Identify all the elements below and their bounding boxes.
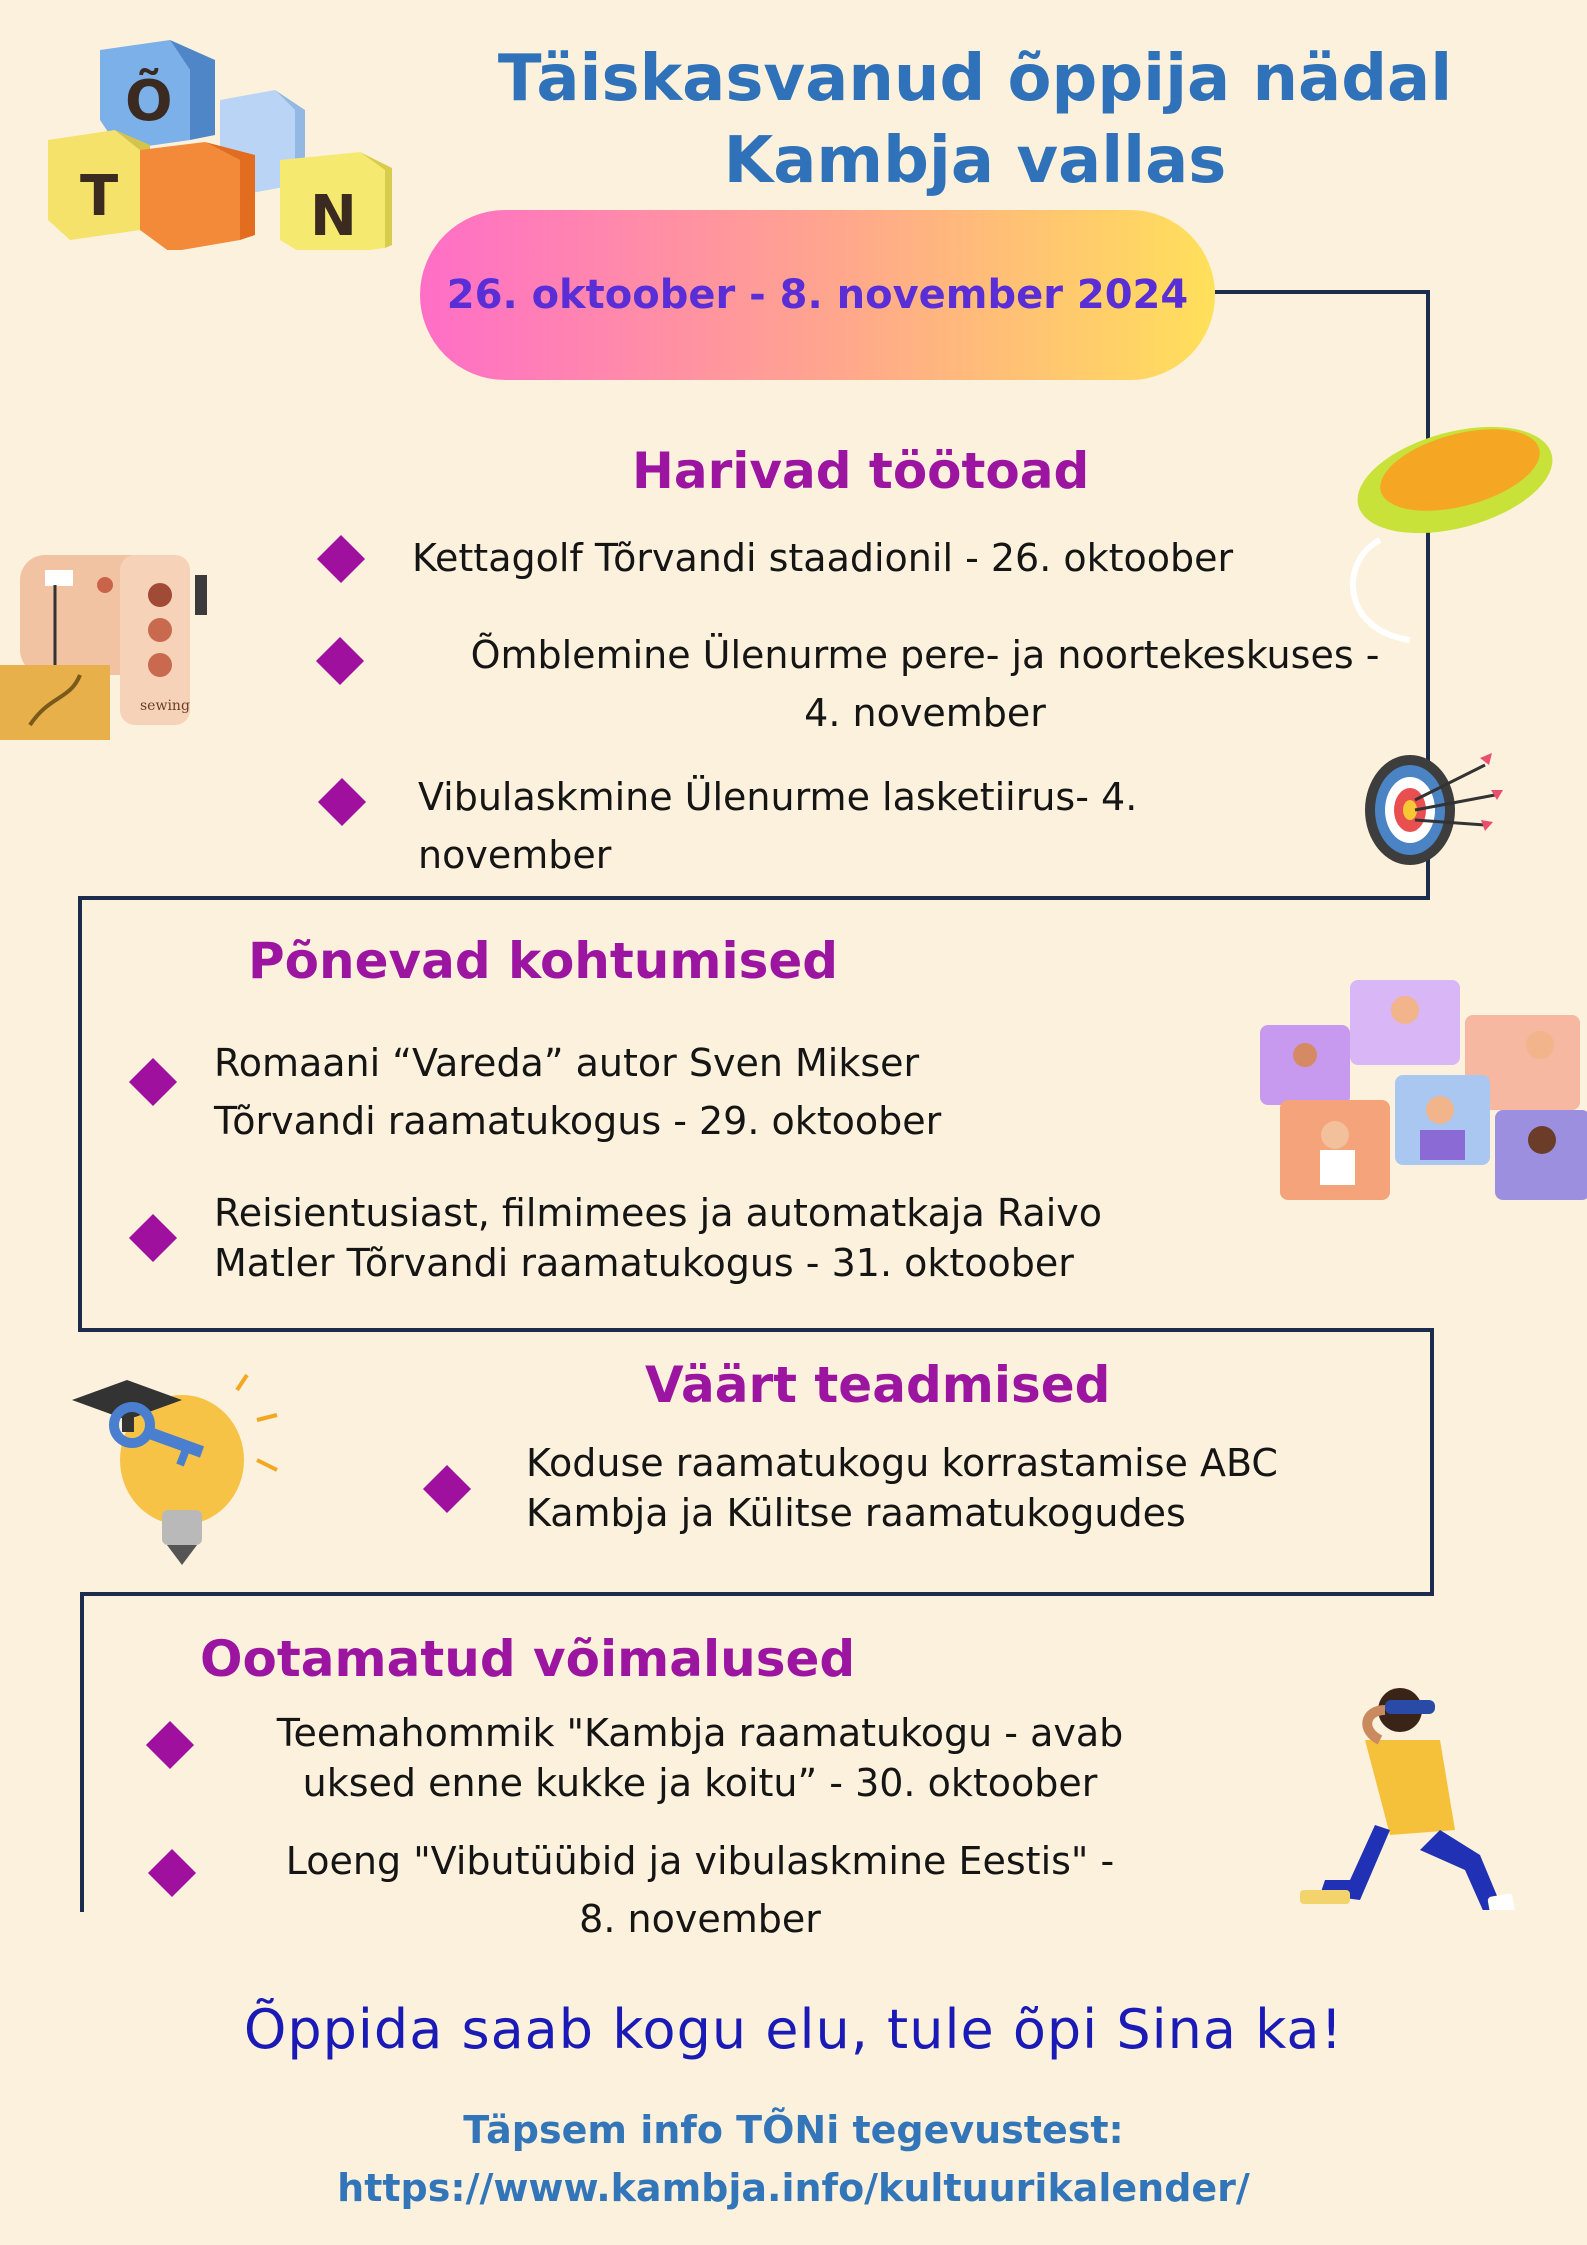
svg-text:sewing: sewing bbox=[140, 698, 190, 714]
section-title-knowledge: Väärt teadmised bbox=[645, 1356, 1111, 1414]
sewing-machine-icon bbox=[0, 525, 210, 750]
frame-line bbox=[1215, 290, 1430, 294]
item-line: Reisientusiast, filmimees ja automatkaja Raivo bbox=[214, 1191, 1102, 1235]
item-line: Vibulaskmine Ülenurme lasketiirus- 4. bbox=[418, 775, 1138, 819]
item-line: 4. november bbox=[804, 691, 1046, 735]
date-badge bbox=[420, 210, 1215, 380]
date-range: 26. oktoober - 8. november 2024 bbox=[446, 272, 1189, 318]
bullet-diamond bbox=[146, 1721, 194, 1769]
list-item bbox=[400, 626, 1450, 742]
list-item bbox=[200, 1708, 1200, 1808]
section-title-meetings: Põnevad kohtumised bbox=[248, 932, 839, 990]
bullet-diamond bbox=[148, 1849, 196, 1897]
title-line-2: Kambja vallas bbox=[723, 124, 1227, 198]
frisbee-icon bbox=[1320, 410, 1560, 650]
item-line: Matler Tõrvandi raamatukogus - 31. oktoober bbox=[214, 1241, 1074, 1285]
list-item bbox=[214, 1188, 1102, 1288]
item-line: Kettagolf Tõrvandi staadionil - 26. oktoober bbox=[412, 536, 1234, 580]
bullet-diamond bbox=[316, 637, 364, 685]
page-title bbox=[400, 38, 1550, 202]
bullet-diamond bbox=[423, 1465, 471, 1513]
info-link[interactable]: https://www.kambja.info/kultuurikalender/ bbox=[337, 2166, 1250, 2210]
bullet-diamond bbox=[317, 535, 365, 583]
frame-line bbox=[1430, 1328, 1434, 1596]
list-item bbox=[418, 768, 1137, 884]
list-item bbox=[526, 1438, 1278, 1538]
frame-line bbox=[80, 1592, 1434, 1596]
item-line: Õmblemine Ülenurme pere- ja noortekeskuses - bbox=[470, 633, 1380, 677]
section-title-opportunities: Ootamatud võimalused bbox=[200, 1630, 856, 1688]
logo-letter-n: N bbox=[310, 184, 357, 249]
item-line: Teemahommik "Kambja raamatukogu - avab bbox=[276, 1711, 1124, 1755]
toy-blocks-logo bbox=[40, 30, 400, 250]
bullet-diamond bbox=[129, 1214, 177, 1262]
frame-line bbox=[80, 1592, 84, 1912]
binoculars-person-icon bbox=[1290, 1670, 1530, 1910]
list-item bbox=[214, 1034, 941, 1150]
item-line: november bbox=[418, 833, 612, 877]
logo-letter-t: T bbox=[80, 164, 119, 229]
item-line: uksed enne kukke ja koitu” - 30. oktoober bbox=[302, 1761, 1098, 1805]
item-line: Tõrvandi raamatukogus - 29. oktoober bbox=[214, 1099, 942, 1143]
graduation-lightbulb-icon bbox=[72, 1360, 287, 1575]
archery-target-icon bbox=[1355, 740, 1505, 875]
frame-line bbox=[78, 896, 82, 1330]
item-line: Kambja ja Külitse raamatukogudes bbox=[526, 1491, 1186, 1535]
list-item bbox=[200, 1832, 1200, 1948]
bullet-diamond bbox=[129, 1058, 177, 1106]
frame-line bbox=[78, 896, 1430, 900]
info-label: Täpsem info TÕNi tegevustest: bbox=[463, 2108, 1124, 2152]
slogan: Õppida saab kogu elu, tule õpi Sina ka! bbox=[243, 1998, 1344, 2061]
item-line: Romaani “Vareda” autor Sven Mikser bbox=[214, 1041, 920, 1085]
item-line: 8. november bbox=[579, 1897, 821, 1941]
item-line: Loeng "Vibutüübid ja vibulaskmine Eestis" - bbox=[285, 1839, 1115, 1883]
title-line-1: Täiskasvanud õppija nädal bbox=[497, 42, 1453, 116]
list-item bbox=[412, 533, 1233, 583]
frame-line bbox=[78, 1328, 1434, 1332]
item-line: Koduse raamatukogu korrastamise ABC bbox=[526, 1441, 1278, 1485]
section-title-workshops: Harivad töötoad bbox=[632, 442, 1090, 500]
bullet-diamond bbox=[318, 778, 366, 826]
video-meeting-icon bbox=[1250, 975, 1587, 1205]
logo-letter-o: Õ bbox=[125, 69, 173, 134]
